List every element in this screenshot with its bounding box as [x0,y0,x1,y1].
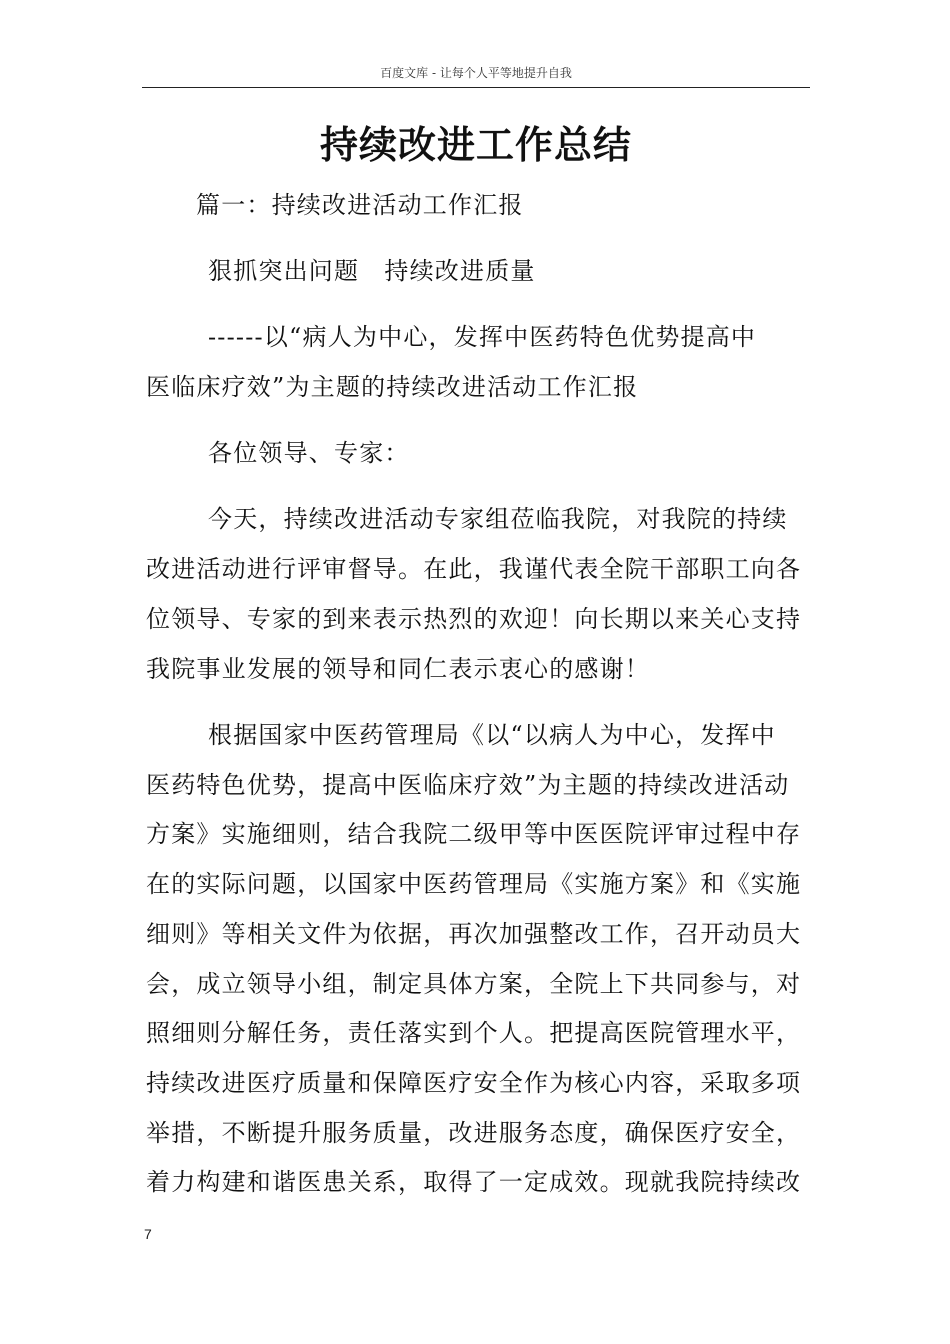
paragraph-1-line: 改进活动进行评审督导。在此，我谨代表全院干部职工向各 [146,555,802,583]
section-heading: 篇一：持续改进活动工作汇报 [196,191,524,219]
paragraph-2-line: 会，成立领导小组，制定具体方案，全院上下共同参与，对 [146,970,802,998]
paragraph-2-line: 医药特色优势，提高中医临床疗效”为主题的持续改进活动 [146,771,790,799]
paragraph-2-line: 在的实际问题，以国家中医药管理局《实施方案》和《实施 [146,870,802,898]
paragraph-1-line: 位领导、专家的到来表示热烈的欢迎！向长期以来关心支持 [146,605,802,633]
document-title: 持续改进工作总结 [319,122,632,167]
header-divider [142,87,810,88]
salutation: 各位领导、专家： [208,439,410,467]
paragraph-2-line: 举措，不断提升服务质量，改进服务态度，确保医疗安全， [146,1119,802,1147]
theme-line-2: 医临床疗效”为主题的持续改进活动工作汇报 [146,373,639,401]
page-header: 百度文库 - 让每个人平等地提升自我 [380,66,572,80]
paragraph-2-line: 持续改进医疗质量和保障医疗安全作为核心内容，采取多项 [146,1069,802,1097]
paragraph-1-line: 今天，持续改进活动专家组莅临我院，对我院的持续 [208,505,788,533]
subtitle: 狠抓突出问题 持续改进质量 [208,257,536,285]
theme-line-1: ------以“病人为中心，发挥中医药特色优势提高中 [208,323,757,351]
paragraph-2-line: 细则》等相关文件为依据，再次加强整改工作，召开动员大 [146,920,802,948]
paragraph-2-line: 方案》实施细则，结合我院二级甲等中医医院评审过程中存 [146,820,802,848]
page-number: 7 [144,1226,152,1242]
paragraph-2-line: 照细则分解任务，责任落实到个人。把提高医院管理水平， [146,1019,802,1047]
paragraph-1-line: 我院事业发展的领导和同仁表示衷心的感谢！ [146,655,650,683]
paragraph-2-line: 着力构建和谐医患关系，取得了一定成效。现就我院持续改 [146,1168,802,1196]
paragraph-2-line: 根据国家中医药管理局《以“以病人为中心，发挥中 [208,721,776,749]
